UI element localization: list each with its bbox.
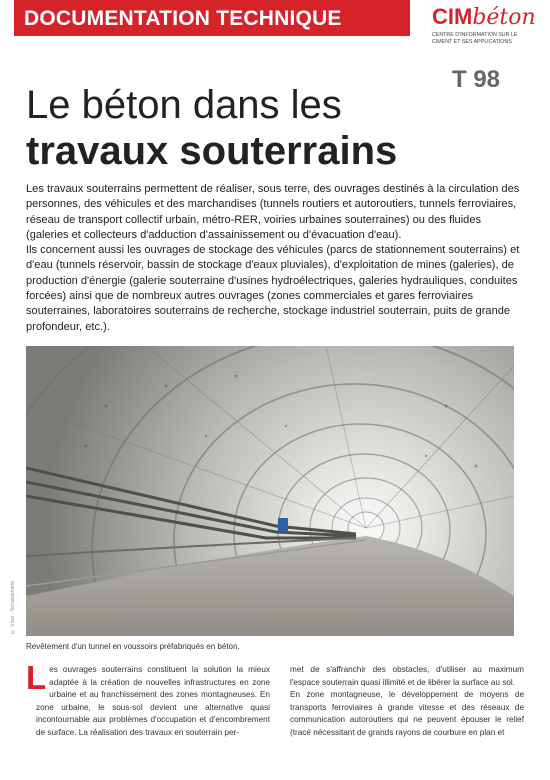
cimbeton-logo[interactable] bbox=[432, 6, 536, 50]
body-paragraph-right-1: met de s'affranchir des obstacles, d'utiliser au maximum l'espace souterrain quasi illimité et de libérer la surface au sol. bbox=[290, 665, 524, 687]
page-title-line-1: Le béton dans les bbox=[26, 83, 342, 127]
intro-text bbox=[26, 182, 526, 335]
section-banner: DOCUMENTATION TECHNIQUE bbox=[14, 0, 410, 36]
body-column-left bbox=[26, 659, 270, 739]
body-paragraph-right-2: En zone montagneuse, le développement de moyens de transports ferroviaires à grande vitesse et des réseaux de communication autoroutiers qui ne peuvent épouser le relief (tracé nécessitant de grands rayons de courbure en plan et bbox=[290, 690, 524, 737]
document-number: T 98 bbox=[452, 66, 501, 93]
logo-brand-a: CIM bbox=[432, 4, 473, 29]
tunnel-photo bbox=[26, 346, 514, 636]
logo-tagline: CENTRE D'INFORMATION SUR LE CIMENT ET SES APPLICATIONS bbox=[432, 32, 518, 45]
photo-credit: © Vinci - Terrassement bbox=[10, 581, 16, 634]
body-column-right bbox=[290, 664, 524, 739]
intro-paragraph-2: Ils concernent aussi les ouvrages de stockage des véhicules (parcs de stationnement souterrains) et d'eau (tunnels réservoir, bassin de stockage d'eaux pluviales), d'exploitation de mines (galeries), de production d'énergie (galerie souterraine d'usines hydroélectriques, galeries hydrauliques, conduites forcées) ainsi que de nombreux autres ouvrages (zones commerciales et gares ferroviaires souterraines, laboratoires souterrains de recherche, stockage industriel souterrain, puits de grande profondeur, etc.). bbox=[26, 244, 520, 333]
intro-paragraph-1: Les travaux souterrains permettent de réaliser, sous terre, des ouvrages destinés à la circulation des personnes, des véhicules et des marchandises (tunnels routiers et autoroutiers, tunnels ferroviaires, réseau de transport collectif urbain, métro-RER, voiries urbaines souterraines) ou des fluides (galeries et collecteurs d'adduction d'assainissement ou d'évacuation d'eau). bbox=[26, 183, 520, 241]
body-left-text: es ouvrages souterrains constituent la solution la mieux adaptée à la création de nouvelles infrastructures en zone urbaine et au franchissement des zones montagneuses. En zone urbaine, le sous-sol devient une alternative quasi incontournable aux problèmes d'occupation et d'encombrement de surface. La réalisation des travaux en souterrain per- bbox=[36, 665, 270, 737]
photo-caption: Revêtement d'un tunnel en voussoirs préfabriqués en béton. bbox=[26, 642, 240, 651]
body-paragraph-left bbox=[26, 659, 270, 739]
drop-cap: L bbox=[26, 659, 47, 696]
tunnel-illustration bbox=[26, 346, 514, 636]
logo-brand-b: béton bbox=[472, 5, 536, 30]
logo-wordmark bbox=[432, 6, 536, 29]
page-title-line-2: travaux souterrains bbox=[26, 129, 398, 173]
